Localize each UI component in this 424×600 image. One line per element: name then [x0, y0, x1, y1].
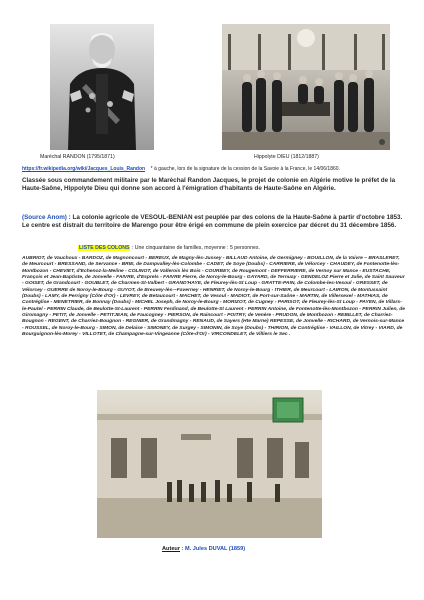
dieu-caption: Hippolyte DIEU (1812/1887) [254, 154, 319, 160]
colons-list-label: LISTE DES COLONS [79, 245, 130, 251]
colony-paragraph [22, 214, 406, 229]
randon-caption: Maréchal RANDON (1795/1871) [40, 154, 115, 160]
colons-names-list: AUBRIOT, de Vauchoux - BARDOZ, de Magnoncourt - BEREUX, de Magny-lès-Jussey - BILLAUD Antoine, de Germigney - BOUILLON, de la Vaivre – BRASLERET, de Meurcourt - BRESSAND, de Servance - BRIE, de Dampvalley-lès-Colombe - CADET, de Soye (Doubs) - CARRIERE, de Vélorcey - CHAUDEY, de Fontenotte-lès-Montbozon - CHEVIET, d'Echenoz-la-Meline - COLINOT, de Vallerois lès Bois - COURBEY, de Rougemont - DEFFERRIERE, de Vernoy sur Mance - EUSTACHE, François et Jean-Baptiste, de Jonvelle - FAIVRE, d'Esprels - FAIVRE Pierre, de Noroy-le-Bourg - GAYARD, de Ternuay - GENDELOZ Pierre et Julie, de Saint Sauveur - GOISET, de Grandcourt - GOUBLET, de Charmes-St-Valbert - GRAND'HAYE, de Fleurey-lès-St Loup - GRATTE-PAIN, de Colombe-les-Vesoul - GRESSET, de Vélorcey - GUERRE de Noroy-le-Bourg - GUYOT, de Breuvey-lès-~Faverney - HENRIET, de Noroy-le-Bourg - ITHIER, de Meurcourt - LAIRON, de Montussaint (Doubs) - LAMY, de Perrigny (Côte d'Or) - LEVREY, de Betaucourt - MACHET, de Vesoul - MADIOT, de Port-sur-Saône - MARTIN, de Villersexel - MATHIAS, de Contréglise - MENETRIER, de Bonnay (Doubs) - MICHEL Joseph, de Noroy-le-Bourg - MORIZOT, de Cugney - PARISOT, de Fleurey-lès-St Loup - PAYEN, de Villars-le-Pautel - PERRIN Claude, de Beulotte-St-Laurent - PERRIN Ferdinand, de Beulotte-St Laurent - PERRIN Antoine, de Fontenotte-lès-Montbozon - PERRIN Julien, de Giromagny - PETIT, de Jonvelle - PETITJEAN, de Faucogney - PIERSON, de Raincourt - POITRY, de Venère - PRUDON, de Montbozon - REBILLET, de Charriez-Bougnon - REGENT, de Charriez-Bougnon - REGNIER, de Grandmagny - RENAUD, de Sayers (Hte Marne) REPESSE, de Jonvelle - RICHARD, de Vernois-sur-Mance - ROUSSEL, de Noroy-le-Bourg - SIMON, de Delaise - SIMONEY, de Surgey - SIMONIN, de Soye (Doubs) - THIRION, de Contréglise - VAILLON, de Vitrey - VIARD, de Bourguignon-lès-Morey - VILLOTET, de Champagne-sur-Vingeanne (Côte-d'Or) - VIRCONDELET, de Villiers le Sec . [22, 256, 406, 338]
author-name: : M. Jules DUVAL (1859) [180, 546, 246, 552]
link-note: * à gauche, lors de la signature de la cession de la Savoie à la France, le 14/06/1860. [150, 166, 340, 172]
signing-scene-image [222, 24, 390, 150]
village-postcard-image [97, 390, 322, 538]
author-line [162, 546, 245, 552]
wikipedia-link[interactable]: https://fr.wikipedia.org/wiki/Jacques_Louis_Randon [22, 166, 146, 172]
colons-list-heading [78, 245, 260, 251]
source-label: (Source Anom) [22, 214, 67, 221]
link-line [22, 166, 340, 172]
intro-paragraph: Classée sous commandement militaire par le Maréchal Randon Jacques, le projet de colonie en Algérie motive le préfet de la Haute-Saône, Hippolyte Dieu qui donne son accord à l'émigration d'habitants de Haute-Saône en Algérie. [22, 177, 396, 192]
colony-text: : La colonie agricole de VESOUL-BENIAN est peuplée par des colons de la Haute-Saône à partir d'octobre 1853. Le centre est distrait du territoire de Marengo pour être érigé en commune de plein exercice par décret du 31 décembre 1856. [22, 214, 403, 229]
author-label: Auteur [162, 546, 181, 552]
randon-portrait-image [50, 24, 154, 150]
colons-list-suffix: : Une cinquantaine de familles, moyenne : 5 personnes. [130, 245, 260, 251]
